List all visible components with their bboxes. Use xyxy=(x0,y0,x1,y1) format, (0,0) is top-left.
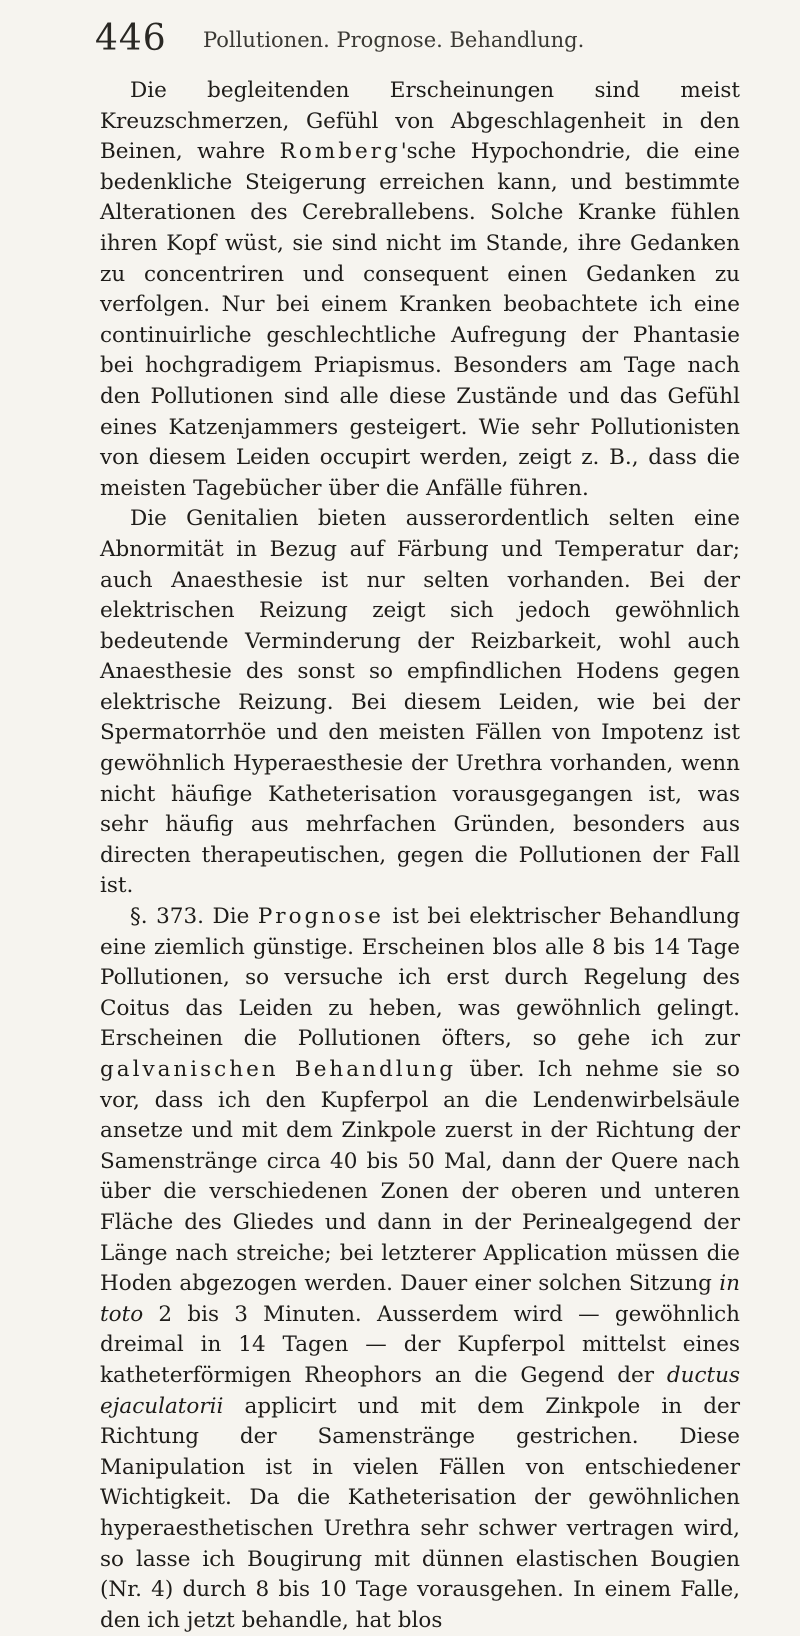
page-header xyxy=(95,18,745,68)
running-title: Pollutionen. Prognose. Behandlung. xyxy=(203,28,585,52)
paragraph-genitalien: Die Genitalien bieten ausserordentlich selten eine Abnormität in Bezug auf Färbung und Temperatur dar; auch Anaesthesie ist nur selten vorhanden. Bei der elektrischen Reizung zeigt sich jedoch gewöhnlich bedeutende Verminderung der Reizbarkeit, wohl auch Anaesthesie des sonst so empfindlichen Hodens gegen elektrische Reizung. Bei diesem Leiden, wie bei der Spermatorrhöe und den meisten Fällen von Impotenz ist gewöhnlich Hyperaesthesie der Urethra vorhanden, wenn nicht häufige Katheterisation vorausgegangen ist, was sehr häufig aus mehrfachen Gründen, besonders aus directen therapeutischen, gegen die Pollutionen der Fall ist. xyxy=(100,506,740,899)
italic-in-toto: in toto xyxy=(100,1271,740,1327)
spaced-term-prognose: Prognose xyxy=(257,904,384,930)
spaced-name-romberg: Romberg xyxy=(279,139,401,165)
body-text xyxy=(100,76,740,1636)
spaced-term-galvanische-behandlung: galvanischen Behandlung xyxy=(100,1057,457,1082)
page-number: 446 xyxy=(95,18,167,59)
italic-ductus-ejaculatorii: ductus ejaculatorii xyxy=(100,1362,740,1419)
paragraph-prognose: §. 373. Die Prognose ist bei elektrischer Behandlung eine ziemlich günstige. Erscheinen blos alle 8 bis 14 Tage Pollutionen, so versuche ich erst durch Regelung des Coitus das Leiden zu heben, was gewöhnlich gelingt. Erscheinen die Pollutionen öfters, so gehe ich zur galvanischen Behandlung über. Ich nehme sie so vor, dass ich den Kupferpol an die Lendenwirbelsäule ansetze und mit dem Zinkpole zuerst in der Richtung der Samenstränge circa 40 bis 50 Mal, dann der Quere nach über die verschiedenen Zonen der oberen und unteren Fläche des Gliedes und dann in der Perinealgegend der Länge nach streiche; bei letzterer Application müssen die Hoden abgezogen werden. Dauer einer solchen Sitzung in toto 2 bis 3 Minuten. Ausserdem wird — gewöhnlich dreimal in 14 Tagen — der Kupferpol mittelst eines katheterförmigen Rheophors an die Gegend der ductus ejaculatorii applicirt und mit dem Zinkpole in der Richtung der Samenstränge gestrichen. Diese Manipulation ist in vielen Fällen von entschiedener Wichtigkeit. Da die Katheterisation der gewöhnlichen hyperaesthetischen Urethra sehr schwer vertragen wird, so lasse ich Bougirung mit dünnen elastischen Bougien (Nr. 4) durch 8 bis 10 Tage vorausgehen. In einem Falle, den ich jetzt behandle, hat blos xyxy=(100,904,741,1633)
paragraph-symptoms: Die begleitenden Erscheinungen sind meist Kreuzschmerzen, Gefühl von Abgeschlagenheit in den Beinen, wahre Romberg'sche Hypochondrie, die eine bedenkliche Steigerung erreichen kann, und bestimmte Alterationen des Cerebrallebens. Solche Kranke fühlen ihren Kopf wüst, sie sind nicht im Stande, ihre Gedanken zu concentriren und consequent einen Gedanken zu verfolgen. Nur bei einem Kranken beobachtete ich eine continuirliche geschlechtliche Aufregung der Phantasie bei hochgradigem Priapismus. Besonders am Tage nach den Pollutionen sind alle diese Zustände und das Gefühl eines Katzenjammers gesteigert. Wie sehr Pollutionisten von diesem Leiden occupirt werden, zeigt z. B., dass die meisten Tagebücher über die Anfälle führen. xyxy=(100,78,740,501)
